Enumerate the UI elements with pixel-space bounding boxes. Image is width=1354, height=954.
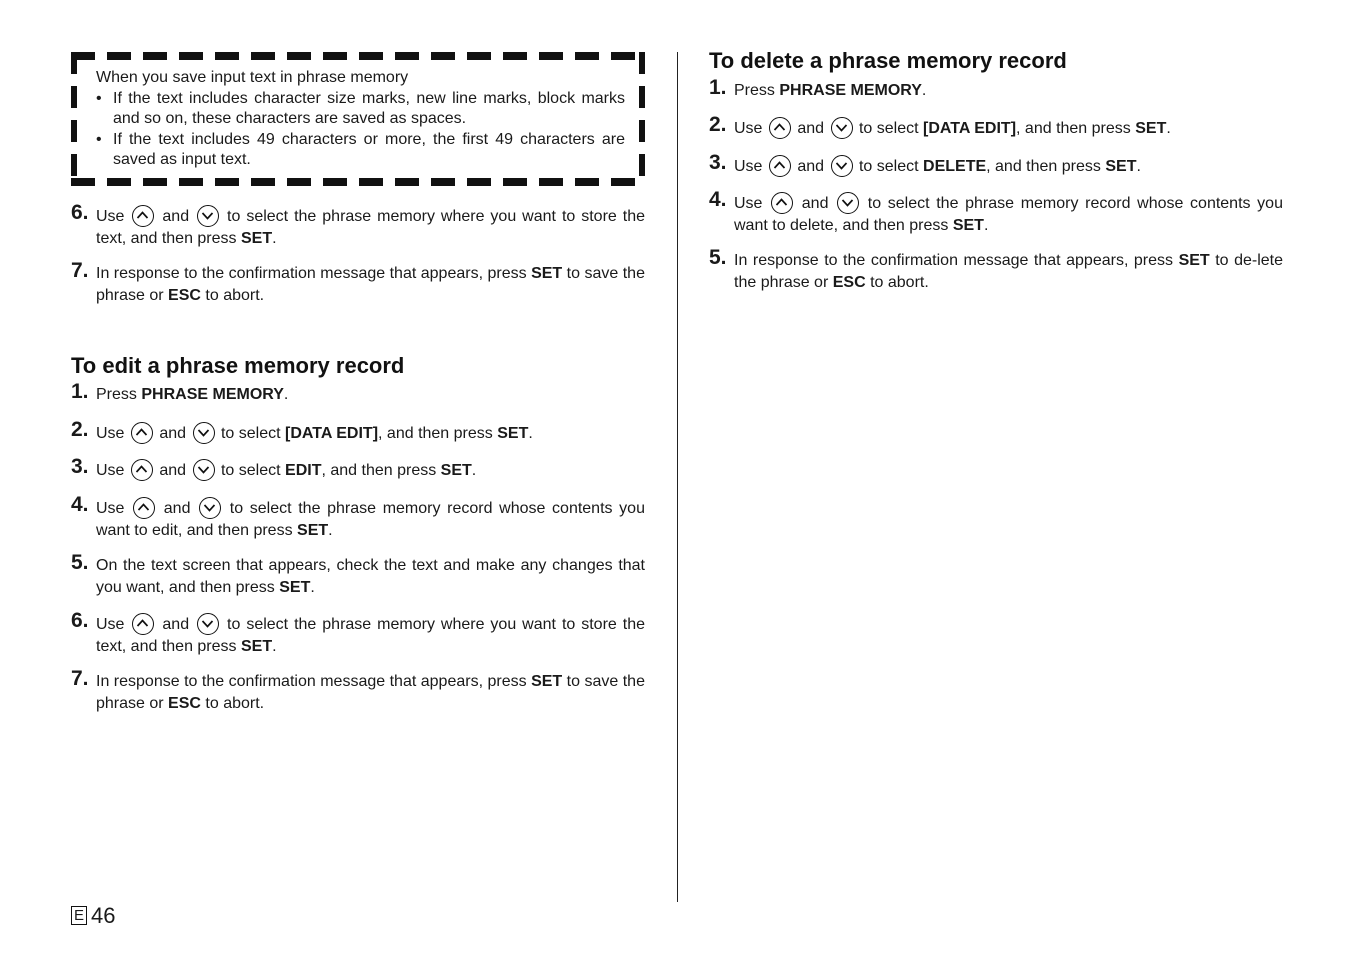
edit-step-5: 5. On the text screen that appears, check the text and make any changes that you want, and then press SET. [71, 551, 645, 596]
step-top-6: 6. Use and to select the phrase memory where you want to store the text, and then press SET. [71, 201, 646, 247]
up-arrow-key-icon [133, 497, 155, 519]
step-top-7: 7. In response to the confirmation message that appears, press SET to save the phrase or ESC to abort. [71, 259, 645, 304]
edit-step-3: 3. Use and to select EDIT, and then press SET. [71, 455, 477, 479]
up-arrow-key-icon [769, 117, 791, 139]
edit-section-title: To edit a phrase memory record [71, 353, 405, 378]
down-arrow-key-icon [199, 497, 221, 519]
delete-step-5: 5. In response to the confirmation message that appears, press SET to de-lete the phrase or ESC to abort. [709, 246, 1284, 291]
note-bullet: • If the text includes character size marks, new line marks, block marks and so on, these characters are saved as spaces. [96, 89, 625, 127]
edit-step-2: 2. Use and to select [DATA EDIT], and then press SET. [71, 418, 533, 442]
delete-step-3: 3. Use and to select DELETE, and then press SET. [709, 151, 1141, 175]
delete-step-2: 2. Use and to select [DATA EDIT], and then press SET. [709, 113, 1171, 137]
note-border-left [71, 52, 77, 186]
up-arrow-key-icon [131, 459, 153, 481]
note-box [71, 52, 645, 186]
up-arrow-key-icon [131, 422, 153, 444]
edit-step-1: 1. Press PHRASE MEMORY. [71, 380, 289, 403]
up-arrow-key-icon [132, 205, 154, 227]
down-arrow-key-icon [837, 192, 859, 214]
down-arrow-key-icon [197, 205, 219, 227]
note-border-right [639, 52, 645, 186]
page-number-value: 46 [91, 903, 116, 928]
column-divider [677, 52, 678, 902]
down-arrow-key-icon [197, 613, 219, 635]
note-border-top [71, 52, 645, 60]
down-arrow-key-icon [193, 459, 215, 481]
delete-section-title: To delete a phrase memory record [709, 48, 1067, 73]
up-arrow-key-icon [771, 192, 793, 214]
language-marker: E [71, 906, 87, 925]
note-bullet: • If the text includes 49 characters or more, the first 49 characters are saved as input text. [96, 130, 625, 168]
note-content [96, 68, 625, 171]
page-number [71, 903, 116, 929]
note-border-bottom [71, 178, 645, 186]
delete-step-1: 1. Press PHRASE MEMORY. [709, 76, 927, 99]
down-arrow-key-icon [831, 117, 853, 139]
edit-step-6: 6. Use and to select the phrase memory where you want to store the text, and then press SET. [71, 609, 646, 655]
edit-step-4: 4. Use and to select the phrase memory record whose contents you want to edit, and then press SET. [71, 493, 645, 539]
delete-step-4: 4. Use and to select the phrase memory record whose contents you want to delete, and then press SET. [709, 188, 1283, 234]
note-intro: When you save input text in phrase memory [96, 69, 409, 86]
edit-step-7: 7. In response to the confirmation message that appears, press SET to save the phrase or ESC to abort. [71, 667, 645, 712]
down-arrow-key-icon [831, 155, 853, 177]
down-arrow-key-icon [193, 422, 215, 444]
up-arrow-key-icon [769, 155, 791, 177]
up-arrow-key-icon [132, 613, 154, 635]
